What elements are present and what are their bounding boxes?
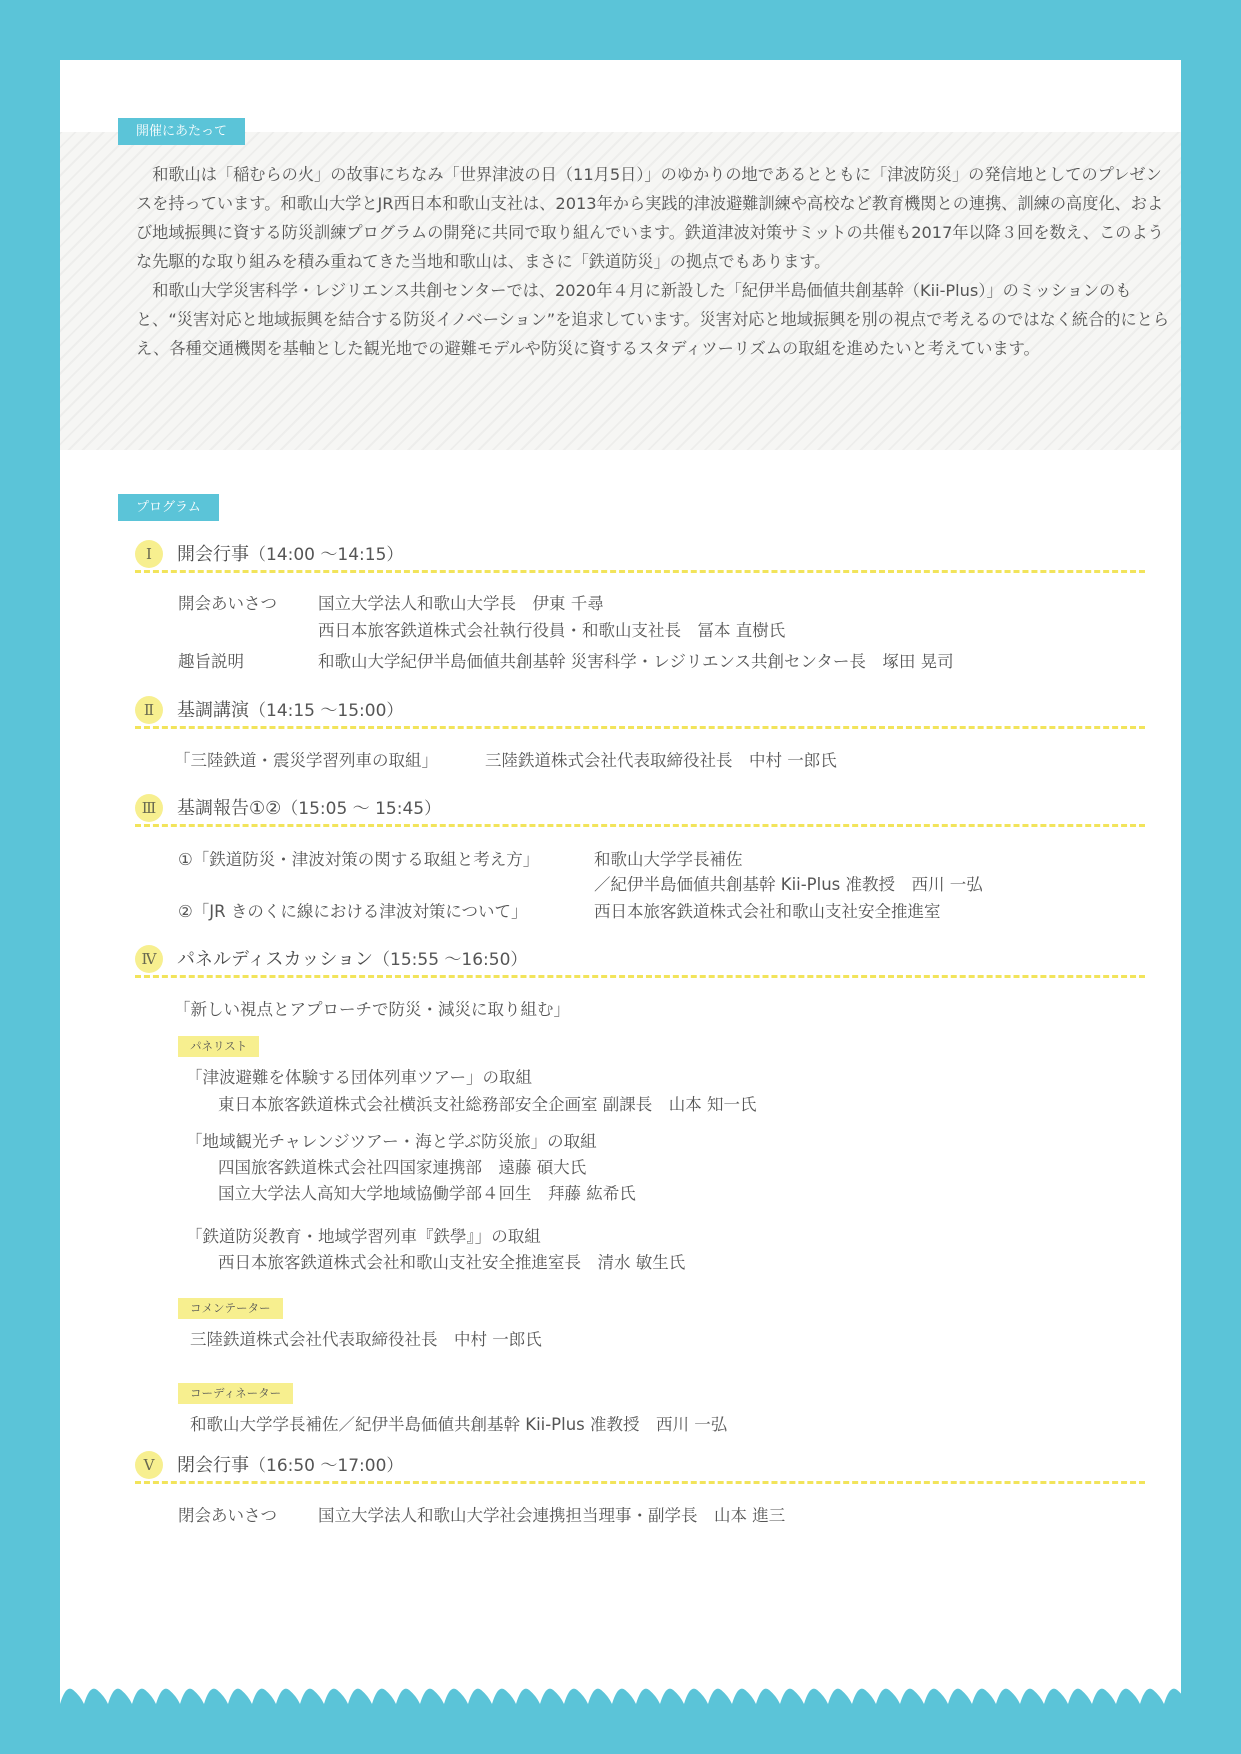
report-2-speaker: 西日本旅客鉄道株式会社和歌山支社安全推進室 — [594, 902, 941, 921]
section-5-header — [135, 1449, 1145, 1484]
flyer-page — [60, 60, 1181, 1720]
commentator: 三陸鉄道株式会社代表取締役社長 中村 一郎氏 — [190, 1330, 542, 1349]
keynote-title: 「三陸鉄道・震災学習列車の取組」 — [174, 751, 438, 770]
section-2-number: Ⅱ — [135, 696, 163, 724]
opening-greeting-label: 開会あいさつ — [178, 594, 277, 613]
panel-3-person: 西日本旅客鉄道株式会社和歌山支社安全推進室長 清水 敏生氏 — [218, 1253, 686, 1272]
section-4-header — [135, 943, 1145, 978]
panel-1-person: 東日本旅客鉄道株式会社横浜支社総務部安全企画室 副課長 山本 知一氏 — [218, 1095, 757, 1114]
section-1-number: Ⅰ — [135, 540, 163, 568]
program-tag: プログラム — [118, 494, 219, 521]
panel-1-title: 「津波避難を体験する団体列車ツアー」の取組 — [186, 1068, 533, 1087]
intro-tag: 開催にあたって — [118, 118, 245, 145]
section-1-title-text: 開会行事 — [177, 544, 249, 565]
report-1-title: ①「鉄道防災・津波対策の関する取組と考え方」 — [178, 850, 540, 869]
section-3-title-text: 基調報告①② — [177, 798, 282, 819]
section-5-time: （16:50 ～17:00） — [249, 1456, 404, 1476]
panelist-tag: パネリスト — [178, 1036, 259, 1057]
keynote-speaker: 三陸鉄道株式会社代表取締役社長 中村 一郎氏 — [485, 751, 837, 770]
section-3-title — [177, 794, 441, 820]
opening-greeting-speaker-2: 西日本旅客鉄道株式会社執行役員・和歌山支社長 冨本 直樹氏 — [318, 621, 786, 640]
purpose-label: 趣旨説明 — [178, 652, 244, 671]
panel-2-person-1: 四国旅客鉄道株式会社四国家連携部 遠藤 碩大氏 — [218, 1158, 587, 1177]
report-2-title: ②「JR きのくに線における津波対策について」 — [178, 902, 528, 921]
intro-paragraph-1: 和歌山は「稲むらの火」の故事にちなみ「世界津波の日（11月5日）」のゆかりの地であるとともに「津波防災」の発信地としてのプレゼンスを持っています。和歌山大学とJR西日本和歌山支社は、2013年から実践的津波避難訓練や高校など教育機関との連携、訓練の高度化、および地域振興に資する防災訓練プログラムの開発に共同で取り組んでいます。鉄道津波対策サミットの共催も2017年以降３回を数え、このような先駆的な取り組みを積み重ねてきた当地和歌山は、まさに「鉄道防災」の拠点でもあります。 — [136, 165, 1164, 271]
section-4-title-text: パネルディスカッション — [177, 949, 374, 970]
wave-decoration — [60, 1670, 1181, 1720]
purpose-speaker: 和歌山大学紀伊半島価値共創基幹 災害科学・レジリエンス共創センター長 塚田 晃司 — [318, 652, 954, 671]
report-1-speaker-1: 和歌山大学学長補佐 — [594, 850, 743, 869]
section-4-title — [177, 945, 527, 971]
opening-greeting-speaker-1: 国立大学法人和歌山大学長 伊東 千尋 — [318, 594, 604, 613]
section-5-number: Ⅴ — [135, 1451, 163, 1479]
section-5-title — [177, 1451, 403, 1477]
panel-2-title: 「地域観光チャレンジツアー・海と学ぶ防災旅」の取組 — [186, 1132, 597, 1151]
panel-theme: 「新しい視点とアプローチで防災・減災に取り組む」 — [174, 1000, 570, 1019]
section-2-time: （14:15 ～15:00） — [249, 701, 404, 721]
section-3-number: Ⅲ — [135, 794, 163, 822]
closing-greeting-speaker: 国立大学法人和歌山大学社会連携担当理事・副学長 山本 進三 — [318, 1506, 786, 1525]
panel-2-person-2: 国立大学法人高知大学地域協働学部４回生 拜藤 紘希氏 — [218, 1184, 636, 1203]
intro-paragraph-2: 和歌山大学災害科学・レジリエンス共創センターでは、2020年４月に新設した「紀伊半島価値共創基幹（Kii-Plus）」のミッションのもと、“災害対応と地域振興を結合する防災イノベーション”を追求しています。災害対応と地域振興を別の視点で考えるのではなく統合的にとらえ、各種交通機関を基軸とした観光地での避難モデルや防災に資するスタディツーリズムの取組を進めたいと考えています。 — [136, 281, 1170, 358]
section-1-header — [135, 538, 1145, 573]
section-2-header — [135, 694, 1145, 729]
coordinator: 和歌山大学学長補佐／紀伊半島価値共創基幹 Kii-Plus 准教授 西川 一弘 — [190, 1415, 728, 1434]
section-1-time: （14:00 ～14:15） — [249, 545, 404, 565]
section-4-time: （15:55 ～16:50） — [373, 950, 528, 970]
commentator-tag: コメンテーター — [178, 1298, 283, 1319]
section-3-header — [135, 792, 1145, 827]
section-3-time: （15:05 ～ 15:45） — [281, 799, 442, 819]
section-1-title — [177, 540, 403, 566]
report-1-speaker-2: ／紀伊半島価値共創基幹 Kii-Plus 准教授 西川 一弘 — [594, 875, 983, 894]
section-2-title-text: 基調講演 — [177, 700, 249, 721]
intro-text — [136, 160, 1176, 363]
section-5-title-text: 閉会行事 — [177, 1455, 249, 1476]
panel-3-title: 「鉄道防災教育・地域学習列車『鉄學』」の取組 — [186, 1227, 541, 1246]
coordinator-tag: コーディネーター — [178, 1383, 293, 1404]
section-2-title — [177, 696, 403, 722]
section-4-number: Ⅳ — [135, 945, 163, 973]
closing-greeting-label: 閉会あいさつ — [178, 1506, 277, 1525]
